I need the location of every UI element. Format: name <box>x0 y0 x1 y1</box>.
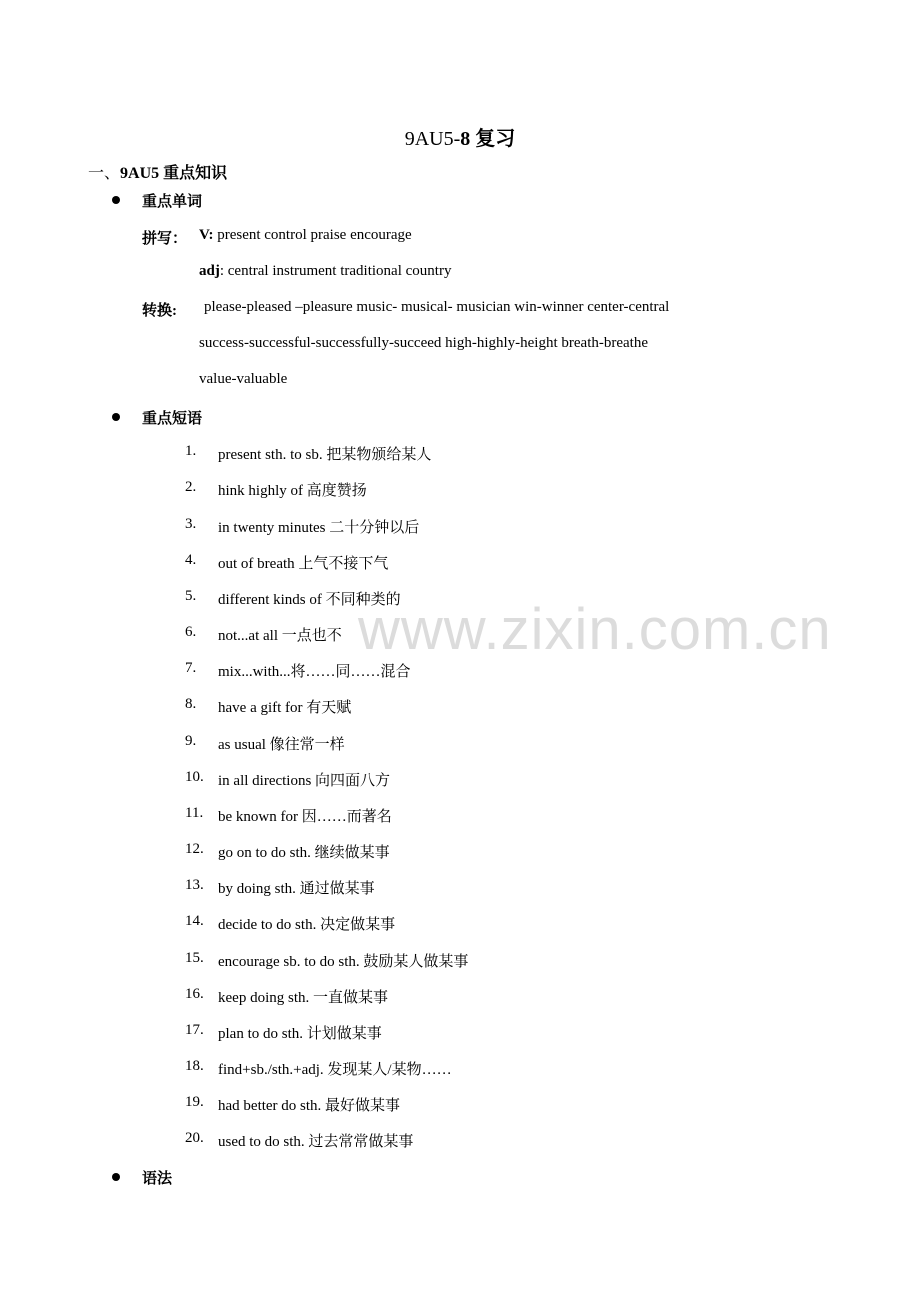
phrase-item: mix...with...将……同……混合 <box>218 664 411 680</box>
phrase-number: 4. <box>185 552 197 568</box>
phrase-number: 7. <box>185 660 197 676</box>
phrase-number: 13. <box>185 877 204 893</box>
phrases-heading: 重点短语 <box>142 411 203 427</box>
convert-line-1: please-pleased –pleasure music- musical- musician win-winner center-central <box>204 299 670 315</box>
phrase-item: in twenty minutes 二十分钟以后 <box>218 520 420 536</box>
phrase-item: different kinds of 不同种类的 <box>218 592 401 608</box>
phrase-item: by doing sth. 通过做某事 <box>218 881 375 897</box>
phrase-item: plan to do sth. 计划做某事 <box>218 1026 382 1042</box>
phrase-item: keep doing sth. 一直做某事 <box>218 990 388 1006</box>
phrase-number: 9. <box>185 733 197 749</box>
verbs-line <box>199 227 412 244</box>
title-bold: 8 复习 <box>460 128 516 150</box>
phrase-item: encourage sb. to do sth. 鼓励某人做某事 <box>218 954 469 970</box>
phrase-item: as usual 像往常一样 <box>218 737 345 753</box>
phrase-item: go on to do sth. 继续做某事 <box>218 845 390 861</box>
section-prefix: 一、 <box>88 165 121 182</box>
watermark: www.zixin.com.cn <box>358 597 832 662</box>
phrase-number: 18. <box>185 1058 204 1074</box>
verb-label: V: <box>199 227 214 243</box>
section-bold: 9AU5 <box>120 165 160 182</box>
phrase-number: 15. <box>185 950 204 966</box>
phrase-item: decide to do sth. 决定做某事 <box>218 917 396 933</box>
phrase-number: 3. <box>185 516 197 532</box>
phrase-number: 11. <box>185 805 204 821</box>
spelling-label: 拼写： <box>142 231 188 247</box>
phrase-number: 10. <box>185 769 204 785</box>
vocab-heading: 重点单词 <box>142 194 203 210</box>
phrase-number: 1. <box>185 443 197 459</box>
section-heading <box>88 160 227 183</box>
phrase-item: find+sb./sth.+adj. 发现某人/某物…… <box>218 1062 452 1078</box>
bullet-icon <box>112 1173 120 1181</box>
bullet-icon <box>112 413 120 421</box>
bullet-icon <box>112 196 120 204</box>
convert-line-3: value-valuable <box>199 371 288 387</box>
document-title <box>0 122 920 151</box>
grammar-heading: 语法 <box>142 1171 173 1187</box>
phrase-item: used to do sth. 过去常常做某事 <box>218 1134 414 1150</box>
phrase-item: have a gift for 有天赋 <box>218 700 352 716</box>
spelling-line <box>142 227 187 248</box>
phrase-item: present sth. to sb. 把某物颁给某人 <box>218 447 432 463</box>
phrase-item: out of breath 上气不接下气 <box>218 556 389 572</box>
adj-line <box>199 263 451 280</box>
phrase-number: 16. <box>185 986 204 1002</box>
phrase-number: 14. <box>185 913 204 929</box>
phrase-number: 2. <box>185 479 197 495</box>
phrase-number: 12. <box>185 841 204 857</box>
phrase-item: had better do sth. 最好做某事 <box>218 1098 401 1114</box>
phrase-number: 19. <box>185 1094 204 1110</box>
adj-text: : central instrument traditional country <box>219 263 452 279</box>
convert-label: 转换: <box>142 303 177 319</box>
adj-label: adj <box>199 263 220 279</box>
phrase-number: 6. <box>185 624 197 640</box>
verbs-text: present control praise encourage <box>213 227 412 243</box>
phrase-item: not...at all 一点也不 <box>218 628 342 644</box>
phrase-number: 17. <box>185 1022 204 1038</box>
phrase-item: in all directions 向四面八方 <box>218 773 391 789</box>
phrase-number: 20. <box>185 1130 204 1146</box>
convert-line-2: success-successful-successfully-succeed high-highly-height breath-breathe <box>199 335 648 351</box>
phrase-number: 5. <box>185 588 197 604</box>
title-main: 9AU5- <box>404 128 461 150</box>
section-rest: 重点知识 <box>159 165 228 182</box>
phrase-item: be known for 因……而著名 <box>218 809 392 825</box>
phrase-item: hink highly of 高度赞扬 <box>218 483 367 499</box>
phrase-number: 8. <box>185 696 197 712</box>
